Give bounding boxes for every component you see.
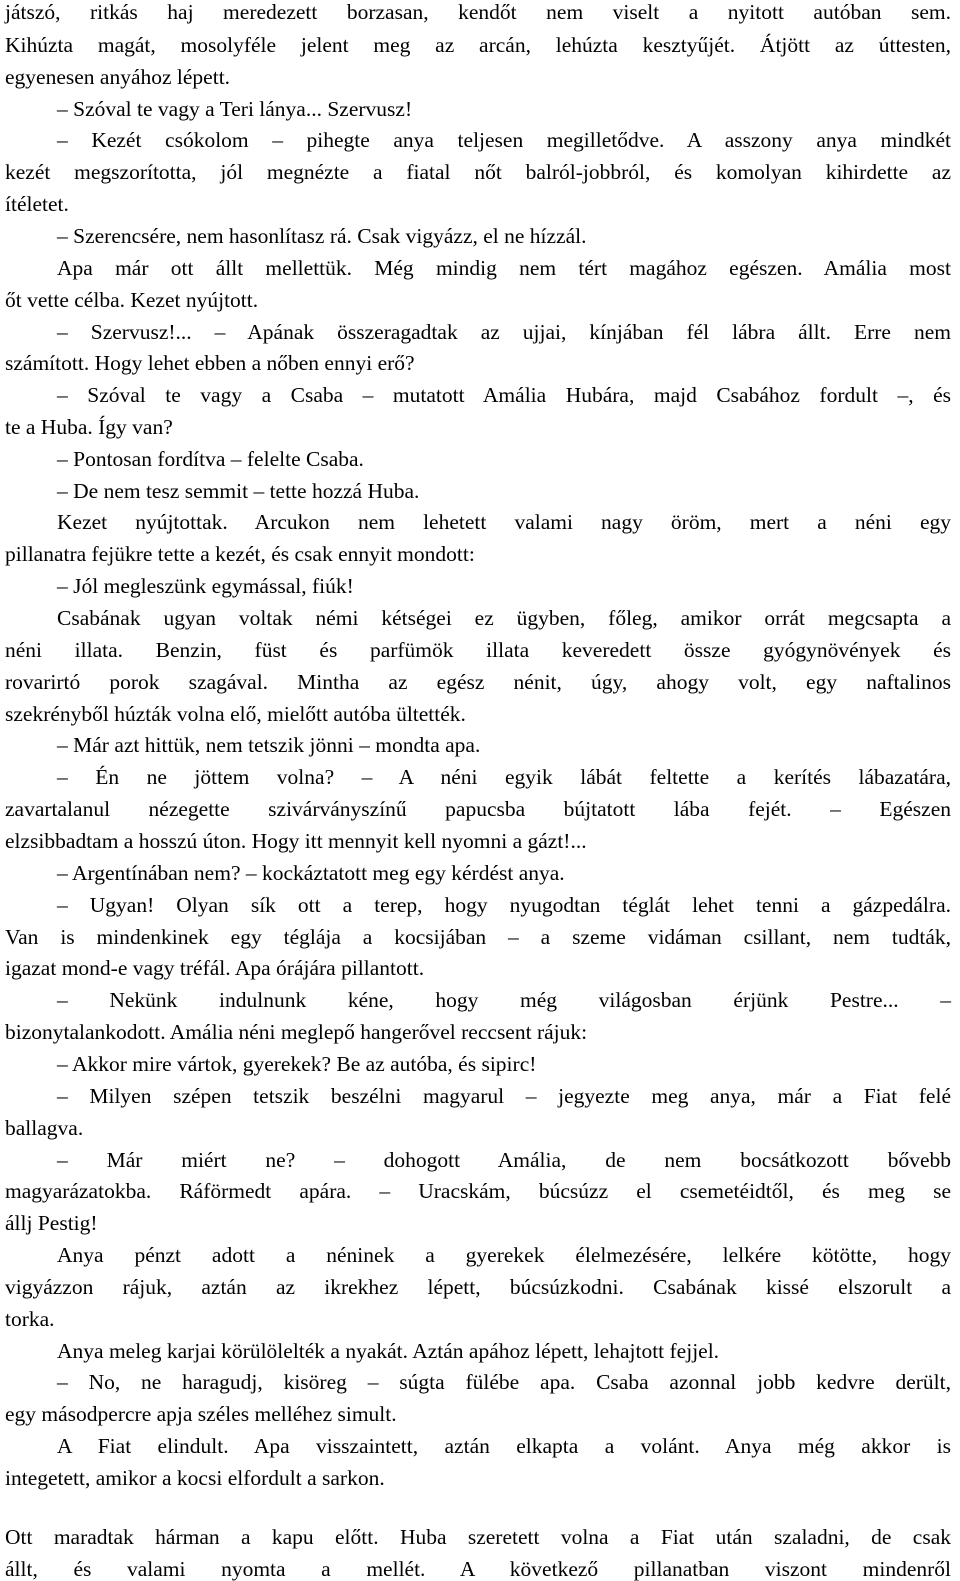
text-line-29: – Ugyan! Olyan sík ott a terep, hogy nyugodtan téglát lehet tenni a gázpedálra. xyxy=(57,893,951,917)
text-line-24: – Már azt hittük, nem tetszik jönni – mondta apa. xyxy=(57,733,481,757)
text-line-42: torka. xyxy=(5,1307,55,1331)
text-line-45: egy másodpercre apja széles melléhez simult. xyxy=(5,1402,397,1426)
text-line-23: szekrényből húzták volna elő, mielőtt autóba ültették. xyxy=(5,702,466,726)
text-line-15: – Pontosan fordítva – felelte Csaba. xyxy=(57,447,364,471)
text-line-10: őt vette célba. Kezet nyújtott. xyxy=(5,288,259,312)
text-line-26: zavartalanul nézegette szivárványszínű papucsba bújtatott lába fejét. – Egészen xyxy=(5,797,951,821)
text-line-48: Ott maradtak hárman a kapu előtt. Huba szeretett volna a Fiat után szaladni, de csak xyxy=(5,1525,951,1549)
text-line-2: Kihúzta magát, mosolyféle jelent meg az arcán, lehúzta kesztyűjét. Átjött az úttesten, xyxy=(5,33,951,57)
text-line-27: elzsibbadtam a hosszú úton. Hogy itt mennyit kell nyomni a gázt!... xyxy=(5,829,587,853)
text-line-28: – Argentínában nem? – kockáztatott meg egy kérdést anya. xyxy=(57,861,565,885)
text-line-36: ballagva. xyxy=(5,1116,84,1140)
text-line-20: Csabának ugyan voltak némi kétségei ez ügyben, főleg, amikor orrát megcsapta a xyxy=(57,606,951,630)
text-line-33: bizonytalankodott. Amália néni meglepő hangerővel reccsent rájuk: xyxy=(5,1020,588,1044)
text-line-3: egyenesen anyához lépett. xyxy=(5,65,231,89)
text-line-21: néni illata. Benzin, füst és parfümök illata keveredett össze gyógynövények és xyxy=(5,638,951,662)
text-line-49: állt, és valami nyomta a mellét. A következő pillanatban viszont mindenről xyxy=(5,1557,951,1581)
text-line-12: számított. Hogy lehet ebben a nőben ennyi erő? xyxy=(5,351,415,375)
text-line-38: magyarázatokba. Ráförmedt apára. – Uracskám, búcsúzz el csemetéidtől, és meg se xyxy=(5,1179,951,1203)
text-line-22: rovarirtó porok szagával. Mintha az egész nénit, úgy, ahogy volt, egy naftalinos xyxy=(5,670,951,694)
text-line-4: – Szóval te vagy a Teri lánya... Szervusz! xyxy=(57,97,413,121)
text-line-30: Van is mindenkinek egy téglája a kocsijában – a szeme vidáman csillant, nem tudták, xyxy=(5,925,951,949)
text-line-7: ítéletet. xyxy=(5,192,69,216)
text-line-31: igazat mond-e vagy tréfál. Apa órájára pillantott. xyxy=(5,956,425,980)
text-line-19: – Jól megleszünk egymással, fiúk! xyxy=(57,574,354,598)
text-line-47: integetett, amikor a kocsi elfordult a sarkon. xyxy=(5,1466,385,1490)
text-line-11: – Szervusz!... – Apának összeragadtak az ujjai, kínjában fél lábra állt. Erre nem xyxy=(57,320,951,344)
text-line-17: Kezet nyújtottak. Arcukon nem lehetett valami nagy öröm, mert a néni egy xyxy=(57,510,951,534)
text-line-39: állj Pestig! xyxy=(5,1211,98,1235)
text-line-16: – De nem tesz semmit – tette hozzá Huba. xyxy=(57,479,420,503)
text-line-25: – Én ne jöttem volna? – A néni egyik lábát feltette a kerítés lábazatára, xyxy=(57,765,951,789)
text-line-32: – Nekünk indulnunk kéne, hogy még világosban érjünk Pestre... – xyxy=(57,988,951,1012)
text-line-1: játszó, ritkás haj meredezett borzasan, kendőt nem viselt a nyitott autóban sem. xyxy=(5,0,951,24)
text-line-40: Anya pénzt adott a néninek a gyerekek élelmezésére, lelkére kötötte, hogy xyxy=(57,1243,951,1267)
text-line-41: vigyázzon rájuk, aztán az ikrekhez lépett, búcsúzkodni. Csabának kissé elszorult a xyxy=(5,1275,951,1299)
text-line-35: – Milyen szépen tetszik beszélni magyarul – jegyezte meg anya, már a Fiat felé xyxy=(57,1084,951,1108)
text-line-6: kezét megszorította, jól megnézte a fiatal nőt balról-jobbról, és komolyan kihirdette az xyxy=(5,160,951,184)
text-line-14: te a Huba. Így van? xyxy=(5,415,173,439)
text-line-34: – Akkor mire vártok, gyerekek? Be az autóba, és sipirc! xyxy=(57,1052,537,1076)
text-line-5: – Kezét csókolom – pihegte anya teljesen megilletődve. A asszony anya mindkét xyxy=(57,128,951,152)
text-line-13: – Szóval te vagy a Csaba – mutatott Amália Hubára, majd Csabához fordult –, és xyxy=(57,383,951,407)
text-line-44: – No, ne haragudj, kisöreg – súgta fülébe apa. Csaba azonnal jobb kedvre derült, xyxy=(57,1370,951,1394)
text-line-43: Anya meleg karjai körülölelték a nyakát. Aztán apához lépett, lehajtott fejjel. xyxy=(57,1339,720,1363)
text-line-46: A Fiat elindult. Apa visszaintett, aztán elkapta a volánt. Anya még akkor is xyxy=(57,1434,951,1458)
text-line-9: Apa már ott állt mellettük. Még mindig nem tért magához egészen. Amália most xyxy=(57,256,951,280)
text-line-37: – Már miért ne? – dohogott Amália, de nem bocsátkozott bővebb xyxy=(57,1148,951,1172)
text-line-8: – Szerencsére, nem hasonlítasz rá. Csak vigyázz, el ne hízzál. xyxy=(57,224,587,248)
text-line-18: pillanatra fejükre tette a kezét, és csak ennyit mondott: xyxy=(5,542,475,566)
